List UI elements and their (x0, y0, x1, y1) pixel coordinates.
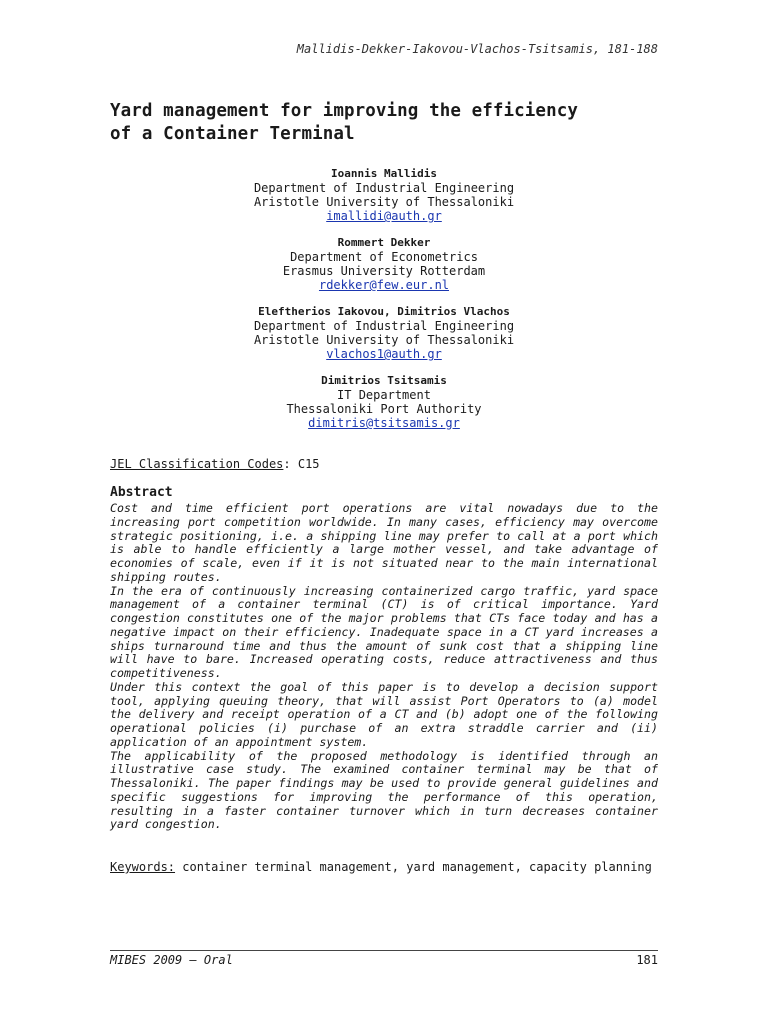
author-name: Dimitrios Tsitsamis (321, 374, 447, 387)
author-affiliation: Erasmus University Rotterdam (282, 264, 486, 278)
author-affiliation: IT Department (337, 388, 431, 402)
author-email-link[interactable]: dimitris@tsitsamis.gr (308, 416, 460, 430)
keywords-text: container terminal management, yard management, capacity planning (182, 860, 652, 874)
author-name: Eleftherios Iakovou, Dimitrios Vlachos (258, 305, 510, 318)
keywords-label: Keywords: (110, 860, 176, 874)
author-affiliation: Aristotle University of Thessaloniki (253, 195, 515, 209)
jel-label: JEL Classification Codes (110, 457, 284, 471)
author-affiliation: Thessaloniki Port Authority (286, 402, 482, 416)
author-affiliation: Department of Econometrics (290, 250, 478, 264)
author-affiliation: Department of Industrial Engineering (253, 319, 515, 333)
abstract-paragraph: In the era of continuously increasing containerized cargo traffic, yard space management of a container terminal (CT) is of critical importance. Yard congestion constitutes one of the major problems that CTs face today and has a negative impact on their efficiency. Inadequate space in a CT yard increases a ships turnaround time and thus the amount of sunk cost that a shipping line will have to bare. Increased operating costs, reduce attractiveness and thus competitiveness. (110, 583, 658, 680)
author-name: Ioannis Mallidis (331, 167, 437, 180)
title-line-2: of a Container Terminal (110, 124, 355, 144)
author-list (110, 167, 658, 443)
title-line-1: Yard management for improving the efficiency (110, 101, 578, 121)
abstract-heading: Abstract (110, 485, 173, 500)
abstract-body (110, 502, 658, 832)
author-affiliation: Department of Industrial Engineering (253, 181, 515, 195)
author-email-link[interactable]: rdekker@few.eur.nl (318, 278, 450, 292)
footer-conference: MIBES 2009 – Oral (110, 953, 233, 967)
page-number: 181 (636, 953, 658, 967)
jel-classification (110, 457, 320, 471)
author-name: Rommert Dekker (337, 236, 431, 249)
author-email-link[interactable]: imallidi@auth.gr (326, 209, 442, 223)
abstract-paragraph: The applicability of the proposed methodology is identified through an illustrative case study. The examined container terminal may be that of Thessaloniki. The paper findings may be used to provide general guidelines and specific suggestions for improving the performance of this operation, resulting in a faster container turnover which in turn decreases container yard congestion. (110, 748, 658, 832)
jel-separator: : (283, 457, 298, 471)
abstract-paragraph: Under this context the goal of this paper is to develop a decision support tool, applying queuing theory, that will assist Port Operators to (a) model the delivery and receipt operation of a CT and (b) adopt one of the following operational policies (i) purchase of an extra straddle carrier and (ii) application of an appointment system. (110, 679, 658, 749)
author-block (110, 167, 658, 223)
author-block (110, 236, 658, 292)
author-email-link[interactable]: vlachos1@auth.gr (326, 347, 442, 361)
author-block (110, 374, 658, 430)
paper-title (110, 100, 670, 146)
author-affiliation: Aristotle University of Thessaloniki (253, 333, 515, 347)
author-block (110, 305, 658, 361)
jel-value: C15 (297, 457, 320, 471)
keywords (110, 860, 658, 874)
footer-divider (110, 950, 658, 951)
abstract-paragraph: Cost and time efficient port operations are vital nowadays due to the increasing port competition worldwide. In many cases, efficiency may overcome strategic positioning, i.e. a shipping line may prefer to call at a port which is able to handle efficiently a large mother vessel, and take advantage of economies of scale, even if it is not situated near to the main international shipping routes. (110, 501, 658, 584)
running-head: Mallidis-Dekker-Iakovou-Vlachos-Tsitsamis, 181-188 (296, 42, 658, 56)
